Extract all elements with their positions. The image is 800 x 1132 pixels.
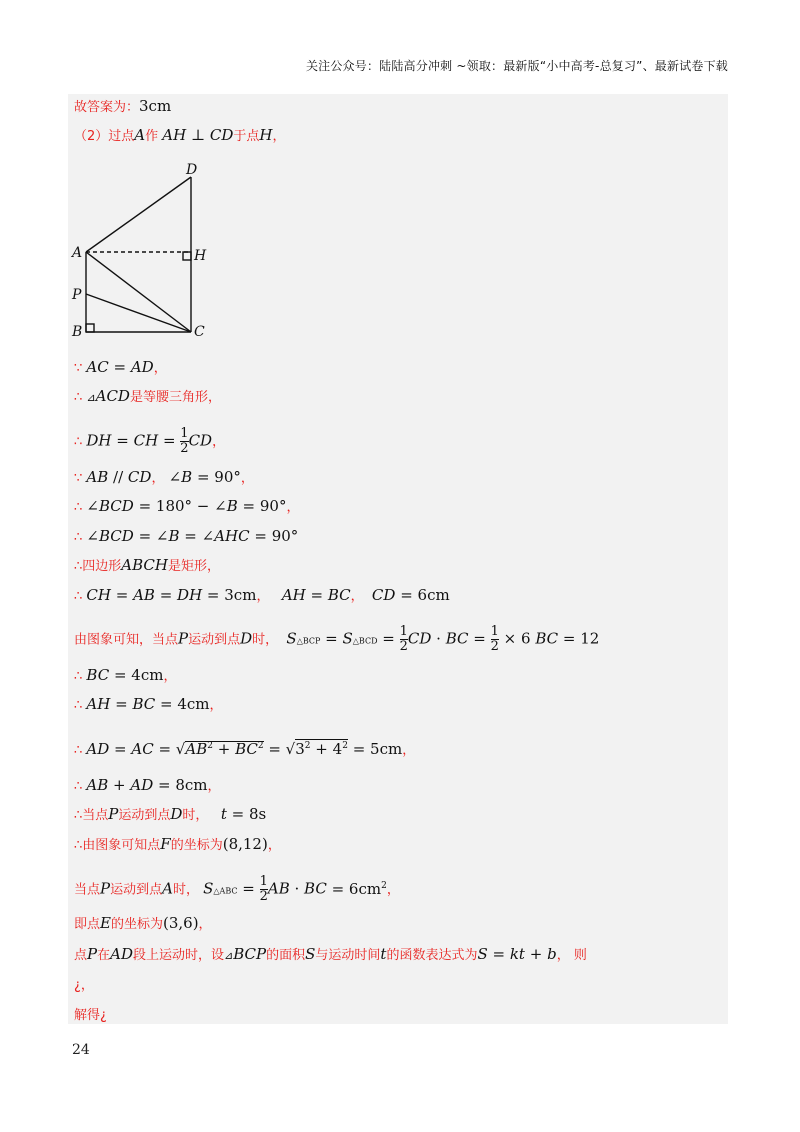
line-angle-bcd: ∴ ∠BCD = 180° − ∠B = 90°， — [74, 497, 300, 515]
line-t-value: ∴当点P运动到点D时， t = 8s — [74, 805, 267, 823]
line-point-e: 即点E的坐标为(3,6)， — [74, 914, 212, 932]
answer-line — [74, 97, 171, 117]
line-lengths: ∴ CH = AB = DH = 3cm， AH = BC， CD = 6cm — [74, 586, 450, 604]
page-header: 关注公众号：陆陆高分冲刺 ~领取：最新版“小中高考-总复习”、最新试卷下载 — [305, 59, 728, 73]
line-placeholder: ¿， — [74, 978, 94, 993]
line-right-angles: ∴ ∠BCD = ∠B = ∠AHC = 90° — [74, 527, 299, 545]
answer-prefix: 故答案为： — [74, 100, 140, 115]
line-area-abc: 当点P运动到点A时， S△ABC = $\frac{1}{2}$ AB · BC = $6cm^2$， — [74, 874, 400, 904]
line-solve: 解得¿ — [74, 1008, 107, 1023]
step-2-intro: （2）过点A作 AH ⊥ CD于点H， — [74, 126, 286, 144]
label-P: P — [72, 287, 82, 303]
label-B: B — [72, 324, 83, 340]
line-function: 点P在AD段上运动时，设⊿BCP的面积S与运动时间t的函数表达式为S = kt + b， 则 — [74, 945, 587, 963]
line-dh-ch: ∴ DH = CH = $\frac{1}{2}$ CD， — [74, 426, 226, 456]
line-ah: ∴ AH = BC = 4cm， — [74, 695, 223, 713]
line-bc: ∴ BC = 4cm， — [74, 666, 177, 684]
label-A: A — [72, 245, 83, 261]
label-H: H — [194, 248, 207, 264]
line-rectangle: ∴四边形ABCH是矩形， — [74, 556, 220, 574]
line-area-bcd: 由图象可知，当点P运动到点D时， S△BCP = S△BCD = $\frac{1}{2}$ CD · BC = $\frac{1}{2}$ × 6 BC = 12 — [74, 624, 600, 654]
line-parallel: ∵ AB // CD， ∠B = 90°， — [74, 468, 254, 486]
line-ac-ad: ∵ AC = AD， — [74, 358, 167, 376]
answer-value: 3cm — [139, 97, 172, 115]
line-isosceles: ∴ ⊿ACD是等腰三角形， — [74, 387, 221, 405]
geometry-figure — [68, 158, 218, 343]
label-D: D — [186, 162, 198, 178]
page-number: 24 — [72, 1042, 90, 1058]
label-C: C — [194, 324, 205, 340]
line-ab-ad: ∴ AB + AD = 8cm， — [74, 776, 221, 794]
line-ad: ∴ AD = AC = $√AB^2 + BC^2 = √3^2 + 4^2 = 5cm$， — [74, 740, 416, 758]
line-point-f: ∴由图象可知点F的坐标为(8,12)， — [74, 835, 281, 853]
